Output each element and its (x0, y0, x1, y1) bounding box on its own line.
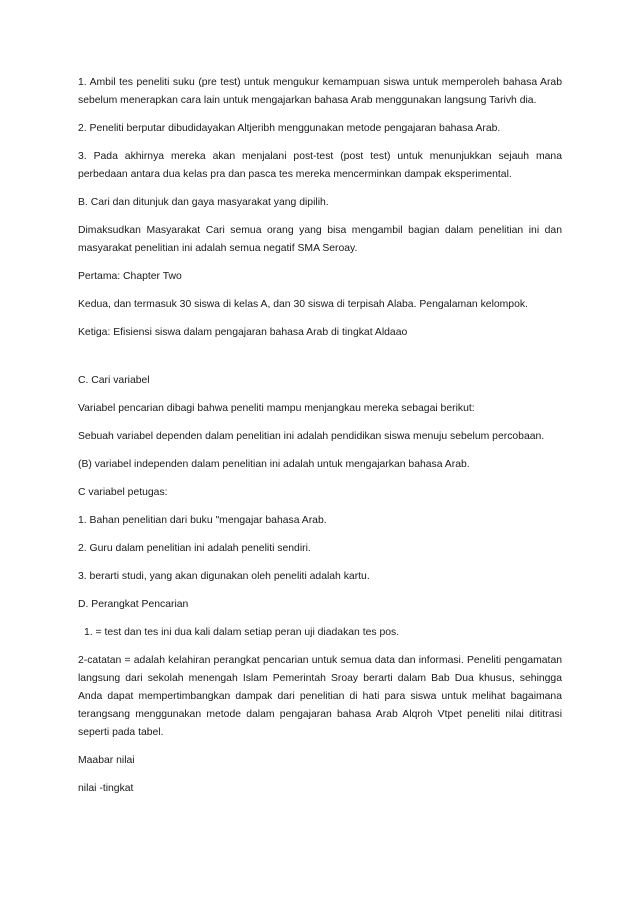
heading-section-c: C. Cari variabel (78, 375, 150, 386)
list-item-teacher: 2. Guru dalam penelitian ini adalah peneliti sendiri. (78, 543, 311, 554)
list-item-test: 1. = test dan tes ini dua kali dalam setiap peran uji diadakan tes pos. (84, 627, 400, 638)
paragraph-third: Ketiga: Efisiensi siswa dalam pengajaran bahasa Arab di tingkat Aldaao (78, 327, 408, 338)
paragraph-control-variables: C variabel petugas: (78, 487, 168, 498)
paragraph-method: 2. Peneliti berputar dibudidayakan Altjeribh menggunakan metode pengajaran bahasa Arab. (78, 123, 501, 134)
paragraph-score-level: nilai -tingkat (78, 783, 134, 794)
paragraph-independent-variable: (B) variabel independen dalam penelitian ini adalah untuk mengajarkan bahasa Arab. (78, 459, 470, 470)
list-item-study-means: 3. berarti studi, yang akan digunakan oleh peneliti adalah kartu. (78, 571, 370, 582)
paragraph-dependent-variable: Sebuah variabel dependen dalam penelitian ini adalah pendidikan siswa menuju sebelum percobaan. (78, 431, 545, 442)
paragraph-first: Pertama: Chapter Two (78, 271, 182, 282)
list-item-material: 1. Bahan penelitian dari buku "mengajar bahasa Arab. (78, 515, 327, 526)
paragraph-posttest: 3. Pada akhirnya mereka akan menjalani post-test (post test) untuk menunjukkan sejauh mana perbedaan antara dua kelas pra dan pasca tes mereka mencerminkan dampak eksperimental. (78, 151, 562, 180)
paragraph-pretest: 1. Ambil tes peneliti suku (pre test) untuk mengukur kemampuan siswa untuk memperoleh bahasa Arab sebelum menerapkan cara lain untuk mengajarkan bahasa Arab menggunakan langsung Tarivh dia. (78, 77, 562, 106)
paragraph-notes: 2-catatan = adalah kelahiran perangkat pencarian untuk semua data dan informasi. Peneliti pengamatan langsung dari sekolah menengah Islam Pemerintah Sroay berarti dalam Bab Dua khusus, sehingga Anda dapat mempertimbangkan dampak dari penelitian di hati para siswa untuk melihat bagaimana terangsang menggunakan metode dalam pengajaran bahasa Arab Alqroh Vtpet peneliti nilai dititrasi seperti pada tabel. (78, 655, 562, 738)
paragraph-second: Kedua, dan termasuk 30 siswa di kelas A, dan 30 siswa di terpisah Alaba. Pengalaman kelompok. (78, 299, 528, 310)
paragraph-population: Dimaksudkan Masyarakat Cari semua orang yang bisa mengambil bagian dalam penelitian ini dan masyarakat penelitian ini adalah semua negatif SMA Seroay. (78, 225, 562, 254)
paragraph-score-standard: Maabar nilai (78, 755, 135, 766)
blank-spacer (78, 352, 562, 372)
heading-section-d: D. Perangkat Pencarian (78, 599, 189, 610)
document-page (78, 74, 562, 808)
paragraph-variables-intro: Variabel pencarian dibagi bahwa peneliti mampu menjangkau mereka sebagai berikut: (78, 403, 475, 414)
heading-section-b: B. Cari dan ditunjuk dan gaya masyarakat yang dipilih. (78, 197, 329, 208)
